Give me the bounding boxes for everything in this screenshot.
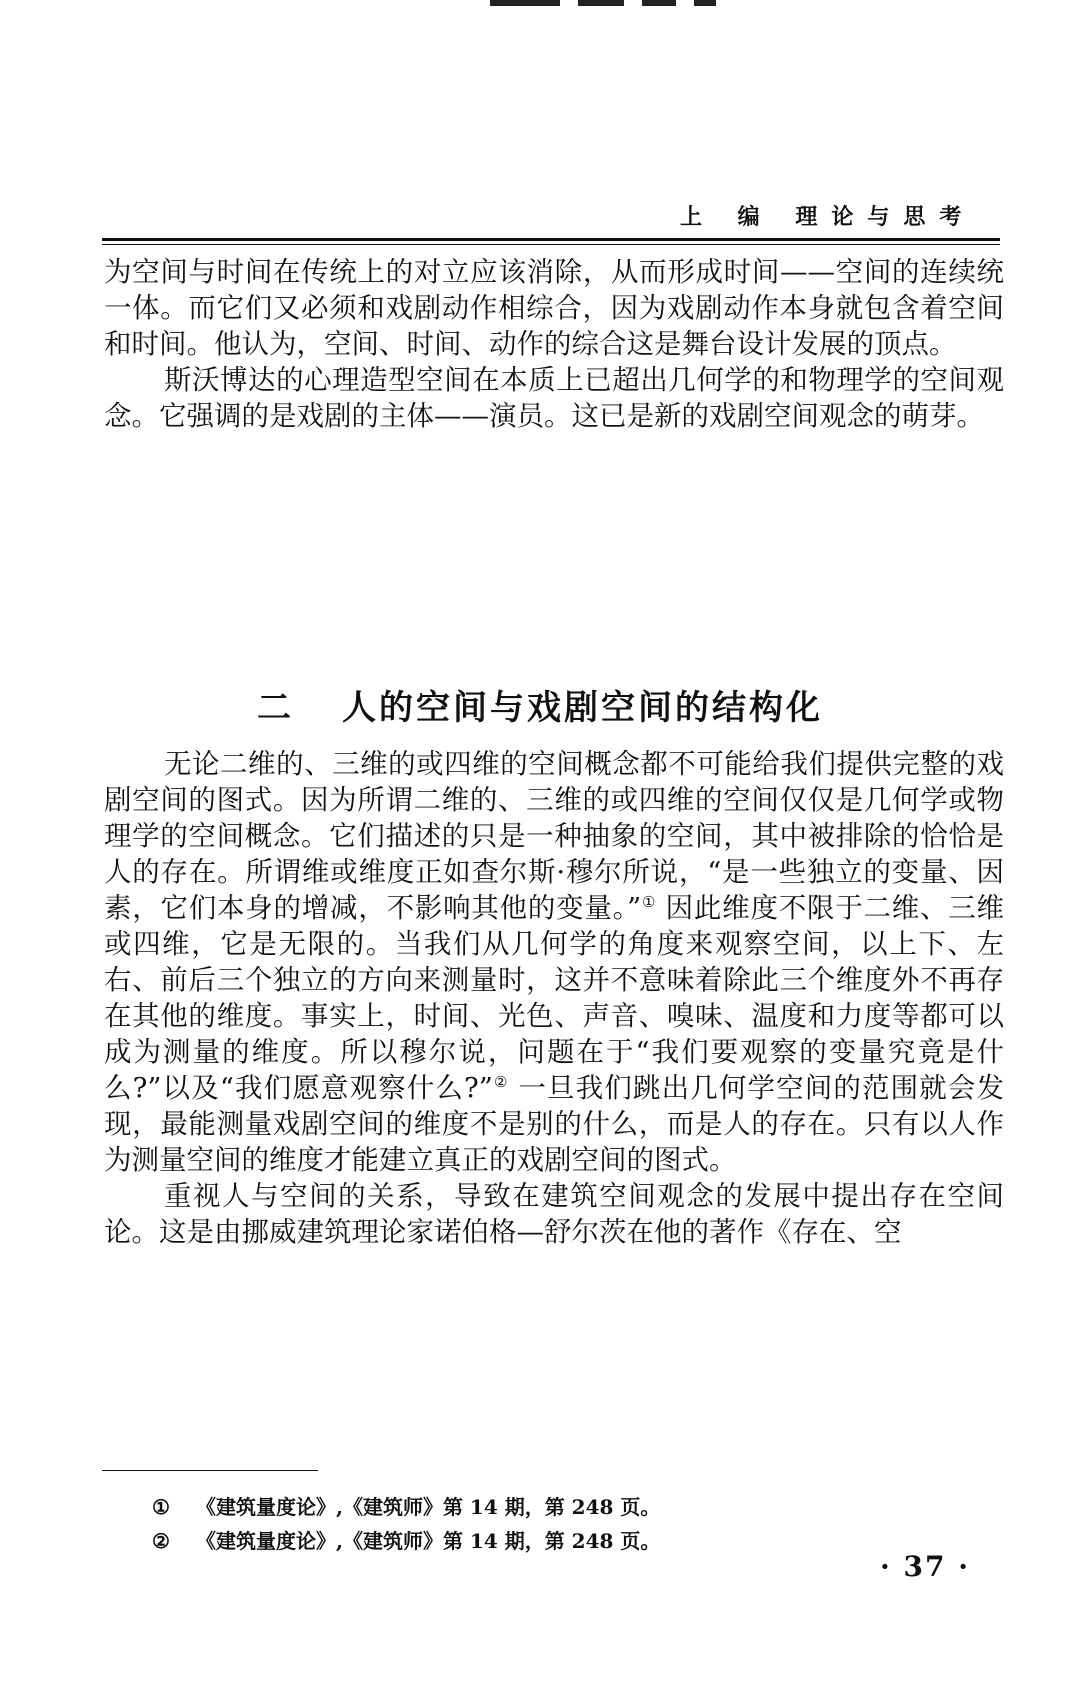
footnotes [152,1490,972,1558]
footnote-2-marker: ② [152,1529,170,1553]
top-text-block [104,254,1004,434]
footnote-ref-1[interactable]: ① [641,892,657,911]
footnote-2 [152,1524,972,1558]
footnote-1 [152,1490,972,1524]
header-rule [102,238,1000,241]
footnote-1-text: 《建筑量度论》,《建筑师》第 14 期，第 248 页。 [196,1495,661,1519]
paragraph-continued: 为空间与时间在传统上的对立应该消除，从而形成时间——空间的连续统一体。而它们又必须和戏剧动作相综合，因为戏剧动作本身就包含着空间和时间。他认为，空间、时间、动作的综合这是舞台设计发展的顶点。 [104,256,1004,360]
paragraph-dimensions [104,746,1004,1178]
paragraph-svoboda: 斯沃博达的心理造型空间在本质上已超出几何学的和物理学的空间观念。它强调的是戏剧的主体——演员。这已是新的戏剧空间观念的萌芽。 [104,364,1004,432]
section-heading [0,680,1080,729]
main-text-block [104,746,1004,1250]
footnote-2-text: 《建筑量度论》,《建筑师》第 14 期，第 248 页。 [196,1529,661,1553]
paragraph-existential-space: 重视人与空间的关系，导致在建筑空间观念的发展中提出存在空间论。这是由挪威建筑理论家诺伯格—舒尔茨在他的著作《存在、空 [104,1180,1004,1248]
section-title: 人的空间与戏剧空间的结构化 [342,688,823,728]
page-number: · 37 · [880,1550,970,1583]
footnote-1-marker: ① [152,1495,170,1519]
cropped-top-text-fragment [490,0,850,12]
paragraph-dimensions-part1: 无论二维的、三维的或四维的空间概念都不可能给我们提供完整的戏剧空间的图式。因为所谓二维的、三维的或四维的空间仅仅是几何学或物理学的空间概念。它们描述的只是一种抽象的空间，其中被排除的恰恰是人的存在。所谓维或维度正如查尔斯·穆尔所说，“是一些独立的变量、因素，它们本身的增减，不影响其他的变量。” [104,748,1004,924]
paragraph-dimensions-part3: 一旦我们跳出几何学空间的范围就会发现，最能测量戏剧空间的维度不是别的什么，而是人的存在。只有以人作为测量空间的维度才能建立真正的戏剧空间的图式。 [104,1072,1004,1176]
paragraph-dimensions-part2: 因此维度不限于二维、三维或四维，它是无限的。当我们从几何学的角度来观察空间，以上下、左右、前后三个独立的方向来测量时，这并不意味着除此三个维度外不再存在其他的维度。事实上，时间、光色、声音、嗅味、温度和力度等都可以成为测量的维度。所以穆尔说，问题在于“我们要观察的变量究竟是什么?”以及“我们愿意观察什么?” [104,892,1004,1104]
header-rule-thin [102,244,1000,245]
section-number: 二 [257,688,294,728]
running-header: 上 编 理论与思考 [680,205,976,230]
footnote-ref-2[interactable]: ② [492,1072,509,1091]
footnote-rule [102,1470,318,1471]
